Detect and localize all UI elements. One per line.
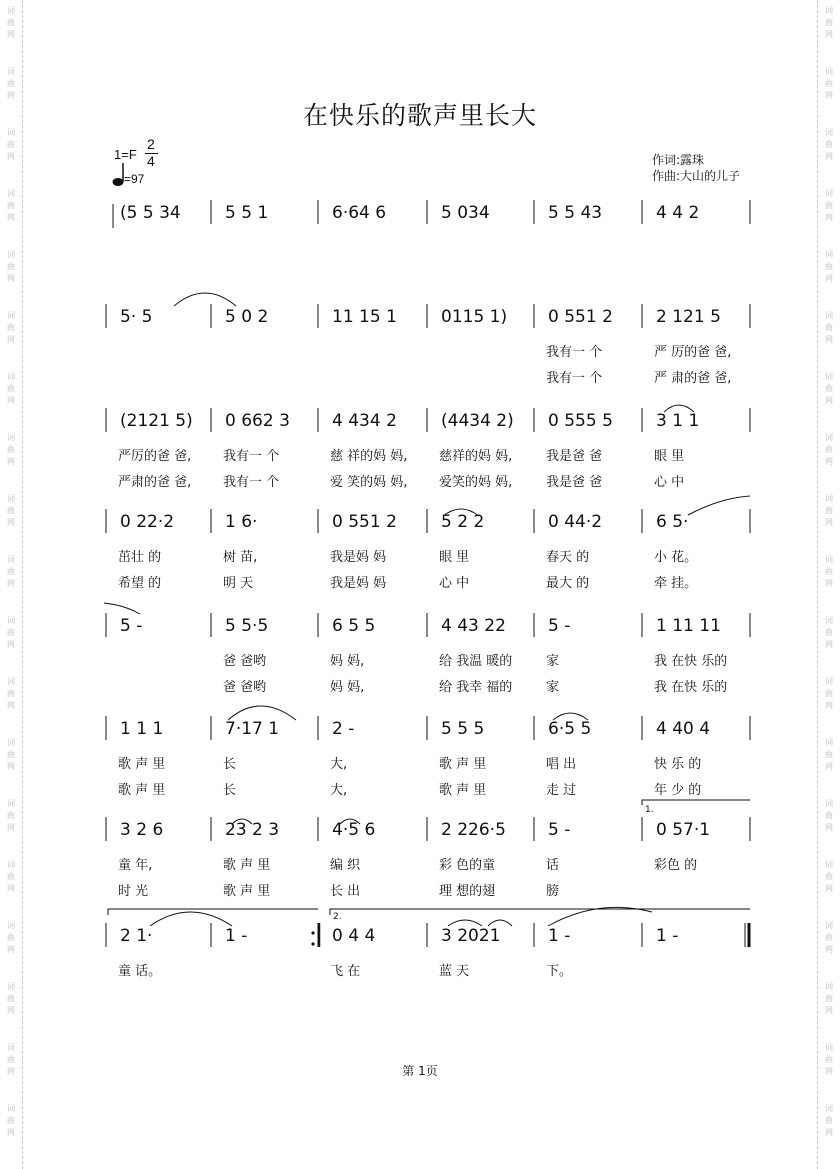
watermark-glyph: 词 bbox=[7, 372, 15, 381]
measure-notes: 0115 1) bbox=[441, 307, 508, 327]
lyric-text: 长 出 bbox=[330, 884, 361, 899]
measure-notes: 4 40 4 bbox=[656, 719, 711, 739]
composer-credit: 作曲:大山的儿子 bbox=[652, 169, 741, 183]
watermark-glyph: 曲 bbox=[7, 689, 15, 698]
watermark-glyph: 曲 bbox=[825, 506, 833, 515]
measure-notes: 0 662 3 bbox=[225, 411, 290, 431]
watermark-glyph: 曲 bbox=[7, 628, 15, 637]
measure-notes: 7·17 1 bbox=[225, 719, 280, 739]
measure-notes: 5 - bbox=[548, 616, 571, 636]
measure-notes: 5 - bbox=[548, 820, 571, 840]
measure-notes: 0 44·2 bbox=[548, 512, 603, 532]
measure-notes: 5 2 2 bbox=[441, 512, 485, 532]
measure-notes: 0 551 2 bbox=[548, 307, 613, 327]
measure-notes: 3 1 1 bbox=[656, 411, 700, 431]
watermark-glyph: 词 bbox=[7, 616, 15, 625]
watermark-glyph: 网 bbox=[825, 335, 833, 344]
measure-notes: 0 57·1 bbox=[656, 820, 711, 840]
lyric-text: 长 bbox=[223, 757, 237, 772]
watermark-glyph: 词 bbox=[825, 372, 833, 381]
lyric-text: 歌 声 里 bbox=[223, 884, 271, 899]
lyric-text: 快 乐 的 bbox=[654, 757, 702, 772]
measure-notes: 6·5 5 bbox=[548, 719, 592, 739]
measure-notes: 0 551 2 bbox=[332, 512, 397, 532]
tie-slur bbox=[688, 496, 750, 515]
watermark-glyph: 词 bbox=[825, 677, 833, 686]
watermark-glyph: 曲 bbox=[7, 567, 15, 576]
measure-notes: 4·5 6 bbox=[332, 820, 376, 840]
lyric-text: 歌 声 里 bbox=[223, 858, 271, 873]
measure-notes: 4 4 2 bbox=[656, 203, 700, 223]
measure-notes: 11 15 1 bbox=[332, 307, 397, 327]
watermark-glyph: 词 bbox=[7, 250, 15, 259]
watermark-glyph: 网 bbox=[7, 518, 15, 527]
measure-notes: 5 - bbox=[120, 616, 143, 636]
measure-notes: 5· 5 bbox=[120, 307, 153, 327]
lyric-text: 心 中 bbox=[654, 475, 685, 490]
watermark-glyph: 曲 bbox=[825, 262, 833, 271]
lyric-text: 明 天 bbox=[223, 576, 254, 591]
watermark-glyph: 词 bbox=[7, 799, 15, 808]
lyric-text: 我是爸 爸 bbox=[546, 475, 603, 490]
watermark-glyph: 词 bbox=[825, 616, 833, 625]
watermark-glyph: 曲 bbox=[825, 750, 833, 759]
measure-notes: 5 5 43 bbox=[548, 203, 603, 223]
song-title: 在快乐的歌声里长大 bbox=[302, 101, 537, 130]
watermark-glyph: 网 bbox=[7, 335, 15, 344]
watermark-glyph: 网 bbox=[825, 640, 833, 649]
lyric-text: 严 肃的爸 爸, bbox=[654, 371, 732, 386]
watermark-glyph: 词 bbox=[7, 677, 15, 686]
tempo-marking: =97 bbox=[124, 172, 145, 186]
watermark-glyph: 网 bbox=[7, 213, 15, 222]
watermark-glyph: 网 bbox=[825, 518, 833, 527]
lyric-text: 唱 出 bbox=[546, 757, 577, 772]
lyric-text: 彩 色的童 bbox=[439, 858, 496, 873]
watermark-glyph: 曲 bbox=[825, 79, 833, 88]
watermark-glyph: 曲 bbox=[825, 567, 833, 576]
watermark-glyph: 词 bbox=[7, 921, 15, 930]
watermark-glyph: 词 bbox=[7, 1043, 15, 1052]
watermark-glyph: 网 bbox=[7, 762, 15, 771]
watermark-glyph: 词 bbox=[7, 555, 15, 564]
watermark-glyph: 词 bbox=[7, 6, 15, 15]
watermark-glyph: 网 bbox=[7, 945, 15, 954]
watermark-glyph: 曲 bbox=[825, 384, 833, 393]
lyric-text: 我有一 个 bbox=[546, 371, 603, 386]
measure-notes: 5 5 5 bbox=[441, 719, 485, 739]
time-signature-bottom: 4 bbox=[147, 153, 155, 169]
lyric-text: 我是爸 爸 bbox=[546, 449, 603, 464]
watermark-glyph: 网 bbox=[7, 152, 15, 161]
first-ending-continuation bbox=[108, 909, 318, 915]
watermark-glyph: 词 bbox=[7, 311, 15, 320]
lyric-text: 膀 bbox=[546, 884, 560, 899]
watermark-glyph: 词 bbox=[825, 738, 833, 747]
watermark-glyph: 曲 bbox=[825, 811, 833, 820]
lyric-text: 歌 声 里 bbox=[439, 783, 487, 798]
measure-notes: (2121 5) bbox=[120, 411, 193, 431]
repeat-dot bbox=[311, 931, 314, 934]
lyric-text: 下。 bbox=[546, 964, 573, 979]
watermark-glyph: 词 bbox=[825, 799, 833, 808]
lyric-text: 最大 的 bbox=[546, 576, 590, 591]
measure-notes: 1 1 1 bbox=[120, 719, 164, 739]
measure-notes: 0 555 5 bbox=[548, 411, 613, 431]
measure-notes: 4 434 2 bbox=[332, 411, 397, 431]
lyric-text: 年 少 的 bbox=[654, 783, 702, 798]
watermark-glyph: 网 bbox=[7, 640, 15, 649]
lyric-text: 飞 在 bbox=[330, 964, 361, 979]
measure-notes: 3 2021 bbox=[441, 926, 501, 946]
watermark-glyph: 曲 bbox=[7, 323, 15, 332]
lyric-text: 长 bbox=[223, 783, 237, 798]
watermark-glyph: 曲 bbox=[825, 323, 833, 332]
watermark-glyph: 网 bbox=[7, 884, 15, 893]
lyric-text: 家 bbox=[546, 654, 560, 669]
lyric-text: 严 厉的爸 爸, bbox=[654, 345, 732, 360]
measure-notes: 1 - bbox=[656, 926, 679, 946]
watermark-glyph: 词 bbox=[825, 982, 833, 991]
watermark-glyph: 网 bbox=[825, 579, 833, 588]
tie-slur bbox=[548, 907, 652, 926]
lyric-text: 童 年, bbox=[118, 858, 153, 873]
measure-notes: 3 2 6 bbox=[120, 820, 164, 840]
watermark-glyph: 曲 bbox=[825, 201, 833, 210]
watermark-glyph: 曲 bbox=[7, 445, 15, 454]
watermark-glyph: 曲 bbox=[825, 933, 833, 942]
watermark-glyph: 网 bbox=[825, 457, 833, 466]
lyric-text: 树 苗, bbox=[223, 550, 258, 565]
measure-notes: 1 - bbox=[548, 926, 571, 946]
measure-notes: 5 5·5 bbox=[225, 616, 269, 636]
watermark-glyph: 网 bbox=[7, 1006, 15, 1015]
watermark-glyph: 曲 bbox=[7, 201, 15, 210]
measure-notes: 5 0 2 bbox=[225, 307, 269, 327]
measure-notes: 2 - bbox=[332, 719, 355, 739]
watermark-glyph: 曲 bbox=[7, 750, 15, 759]
watermark-glyph: 曲 bbox=[7, 811, 15, 820]
lyric-text: 蓝 天 bbox=[439, 964, 470, 979]
measure-notes: 2 226·5 bbox=[441, 820, 506, 840]
measure-notes: (5 5 34 bbox=[120, 203, 181, 223]
watermark-glyph: 网 bbox=[825, 945, 833, 954]
watermark-glyph: 词 bbox=[7, 860, 15, 869]
watermark-glyph: 网 bbox=[825, 30, 833, 39]
watermark-glyph: 词 bbox=[7, 982, 15, 991]
lyric-text: 家 bbox=[546, 680, 560, 695]
watermark-glyph: 曲 bbox=[7, 262, 15, 271]
watermark-glyph: 词 bbox=[825, 189, 833, 198]
watermark-glyph: 曲 bbox=[825, 628, 833, 637]
watermark-glyph: 网 bbox=[825, 762, 833, 771]
second-ending-bracket bbox=[330, 909, 750, 915]
watermark-glyph: 网 bbox=[7, 701, 15, 710]
watermark-glyph: 曲 bbox=[7, 506, 15, 515]
lyric-text: 妈 妈, bbox=[330, 654, 365, 669]
watermark-glyph: 网 bbox=[7, 579, 15, 588]
watermark-glyph: 曲 bbox=[825, 18, 833, 27]
measure-notes: 6 5· bbox=[656, 512, 689, 532]
watermark-glyph: 词 bbox=[7, 433, 15, 442]
key-signature: 1=F bbox=[114, 147, 137, 162]
lyric-text: 话 bbox=[546, 858, 560, 873]
watermark-glyph: 词 bbox=[7, 128, 15, 137]
lyric-text: 大, bbox=[330, 757, 348, 772]
first-ending-label: 1. bbox=[645, 805, 654, 815]
measure-notes: 1 11 11 bbox=[656, 616, 721, 636]
watermark-glyph: 曲 bbox=[7, 384, 15, 393]
measure-notes: 4 43 22 bbox=[441, 616, 506, 636]
watermark-glyph: 网 bbox=[7, 274, 15, 283]
measure-notes: 0 4 4 bbox=[332, 926, 376, 946]
lyric-text: 理 想的翅 bbox=[439, 884, 496, 899]
tie-slur bbox=[228, 706, 296, 720]
measure-notes: 1 6· bbox=[225, 512, 258, 532]
lyric-text: 严肃的爸 爸, bbox=[118, 475, 192, 490]
lyric-text: 大, bbox=[330, 783, 348, 798]
watermark-glyph: 网 bbox=[7, 457, 15, 466]
lyric-text: 我是妈 妈 bbox=[330, 550, 387, 565]
watermark-glyph: 曲 bbox=[7, 140, 15, 149]
time-signature-top: 2 bbox=[147, 136, 155, 152]
lyric-text: 我有一 个 bbox=[223, 475, 280, 490]
watermark-glyph: 网 bbox=[7, 396, 15, 405]
watermark-glyph: 词 bbox=[7, 1104, 15, 1113]
watermark-glyph: 网 bbox=[825, 152, 833, 161]
measure-notes: 23 2 3 bbox=[225, 820, 280, 840]
lyric-text: 妈 妈, bbox=[330, 680, 365, 695]
measure-notes: 6 5 5 bbox=[332, 616, 376, 636]
lyric-text: 慈祥的妈 妈, bbox=[439, 449, 513, 464]
watermark-glyph: 网 bbox=[825, 1067, 833, 1076]
watermark-glyph: 曲 bbox=[825, 445, 833, 454]
watermark-glyph: 网 bbox=[825, 884, 833, 893]
watermark-glyph: 曲 bbox=[7, 933, 15, 942]
lyric-text: 春天 的 bbox=[546, 550, 590, 565]
watermark-glyph: 词 bbox=[825, 6, 833, 15]
lyric-text: 我有一 个 bbox=[223, 449, 280, 464]
measure-notes: 0 22·2 bbox=[120, 512, 175, 532]
watermark-glyph: 曲 bbox=[7, 994, 15, 1003]
watermark-glyph: 词 bbox=[825, 1043, 833, 1052]
watermark-glyph: 曲 bbox=[7, 1055, 15, 1064]
watermark-glyph: 词 bbox=[7, 189, 15, 198]
lyric-text: 时 光 bbox=[118, 884, 149, 899]
watermark-glyph: 词 bbox=[825, 860, 833, 869]
watermark-glyph: 词 bbox=[825, 311, 833, 320]
lyric-text: 我有一 个 bbox=[546, 345, 603, 360]
watermark-glyph: 网 bbox=[7, 1128, 15, 1137]
watermark-glyph: 词 bbox=[7, 738, 15, 747]
repeat-dot bbox=[311, 942, 314, 945]
measure-notes: 5 034 bbox=[441, 203, 490, 223]
measure-notes: (4434 2) bbox=[441, 411, 514, 431]
lyric-text: 小 花。 bbox=[654, 550, 698, 565]
watermark-glyph: 曲 bbox=[7, 1116, 15, 1125]
lyric-text: 牵 挂。 bbox=[654, 576, 698, 591]
watermark-glyph: 词 bbox=[825, 433, 833, 442]
watermark-glyph: 词 bbox=[825, 250, 833, 259]
watermark-glyph: 网 bbox=[825, 1128, 833, 1137]
tie-slur bbox=[174, 293, 236, 306]
lyric-text: 我 在快 乐的 bbox=[654, 680, 728, 695]
lyric-text: 爸 爸哟 bbox=[223, 654, 267, 669]
watermark-glyph: 网 bbox=[7, 91, 15, 100]
lyric-text: 给 我幸 福的 bbox=[439, 680, 513, 695]
measure-notes: 6·64 6 bbox=[332, 203, 387, 223]
lyric-text: 歌 声 里 bbox=[118, 783, 166, 798]
lyricist-credit: 作词:露珠 bbox=[652, 153, 705, 167]
watermark-glyph: 曲 bbox=[825, 1055, 833, 1064]
lyric-text: 爸 爸哟 bbox=[223, 680, 267, 695]
lyric-text: 歌 声 里 bbox=[118, 757, 166, 772]
lyric-text: 眼 里 bbox=[654, 449, 685, 464]
second-ending-label: 2. bbox=[333, 912, 342, 922]
watermark-glyph: 网 bbox=[825, 91, 833, 100]
lyric-text: 彩色 的 bbox=[654, 858, 698, 873]
lyric-text: 眼 里 bbox=[439, 550, 470, 565]
lyric-text: 茁壮 的 bbox=[118, 550, 162, 565]
watermark-glyph: 曲 bbox=[825, 689, 833, 698]
watermark-glyph: 曲 bbox=[7, 872, 15, 881]
lyric-text: 心 中 bbox=[439, 576, 470, 591]
lyric-text: 严厉的爸 爸, bbox=[118, 449, 192, 464]
watermark-glyph: 词 bbox=[825, 555, 833, 564]
lyric-text: 给 我温 暖的 bbox=[439, 654, 513, 669]
watermark-glyph: 网 bbox=[7, 30, 15, 39]
tie-slur bbox=[104, 603, 140, 614]
watermark-glyph: 曲 bbox=[7, 79, 15, 88]
lyric-text: 爱 笑的妈 妈, bbox=[330, 475, 408, 490]
measure-notes: 5 5 1 bbox=[225, 203, 269, 223]
watermark-glyph: 词 bbox=[825, 67, 833, 76]
watermark-glyph: 曲 bbox=[825, 140, 833, 149]
watermark-glyph: 网 bbox=[825, 1006, 833, 1015]
measure-notes: 2 121 5 bbox=[656, 307, 721, 327]
watermark-glyph: 词 bbox=[7, 67, 15, 76]
watermark-glyph: 网 bbox=[825, 396, 833, 405]
watermark-glyph: 曲 bbox=[7, 18, 15, 27]
watermark-glyph: 曲 bbox=[825, 994, 833, 1003]
lyric-text: 编 织 bbox=[330, 858, 361, 873]
watermark-glyph: 网 bbox=[7, 1067, 15, 1076]
lyric-text: 我 在快 乐的 bbox=[654, 654, 728, 669]
watermark-glyph: 词 bbox=[825, 921, 833, 930]
watermark-glyph: 曲 bbox=[825, 872, 833, 881]
lyric-text: 希望 的 bbox=[118, 576, 162, 591]
watermark-glyph: 词 bbox=[825, 128, 833, 137]
lyric-text: 慈 祥的妈 妈, bbox=[330, 449, 408, 464]
watermark-glyph: 网 bbox=[7, 823, 15, 832]
page-footer: 第 1页 bbox=[402, 1064, 438, 1078]
watermark-glyph: 词 bbox=[825, 494, 833, 503]
lyric-text: 走 过 bbox=[546, 783, 577, 798]
watermark-glyph: 词 bbox=[7, 494, 15, 503]
watermark-glyph: 网 bbox=[825, 274, 833, 283]
watermark-glyph: 网 bbox=[825, 823, 833, 832]
measure-notes: 1 - bbox=[225, 926, 248, 946]
first-ending-bracket bbox=[642, 800, 750, 805]
watermark-glyph: 网 bbox=[825, 213, 833, 222]
measure-notes: 2 1· bbox=[120, 926, 153, 946]
lyric-text: 我是妈 妈 bbox=[330, 576, 387, 591]
lyric-text: 童 话。 bbox=[118, 964, 162, 979]
watermark-glyph: 网 bbox=[825, 701, 833, 710]
tie-slur bbox=[150, 912, 232, 926]
lyric-text: 歌 声 里 bbox=[439, 757, 487, 772]
lyric-text: 爱笑的妈 妈, bbox=[439, 475, 513, 490]
watermark-glyph: 曲 bbox=[825, 1116, 833, 1125]
watermark-glyph: 词 bbox=[825, 1104, 833, 1113]
